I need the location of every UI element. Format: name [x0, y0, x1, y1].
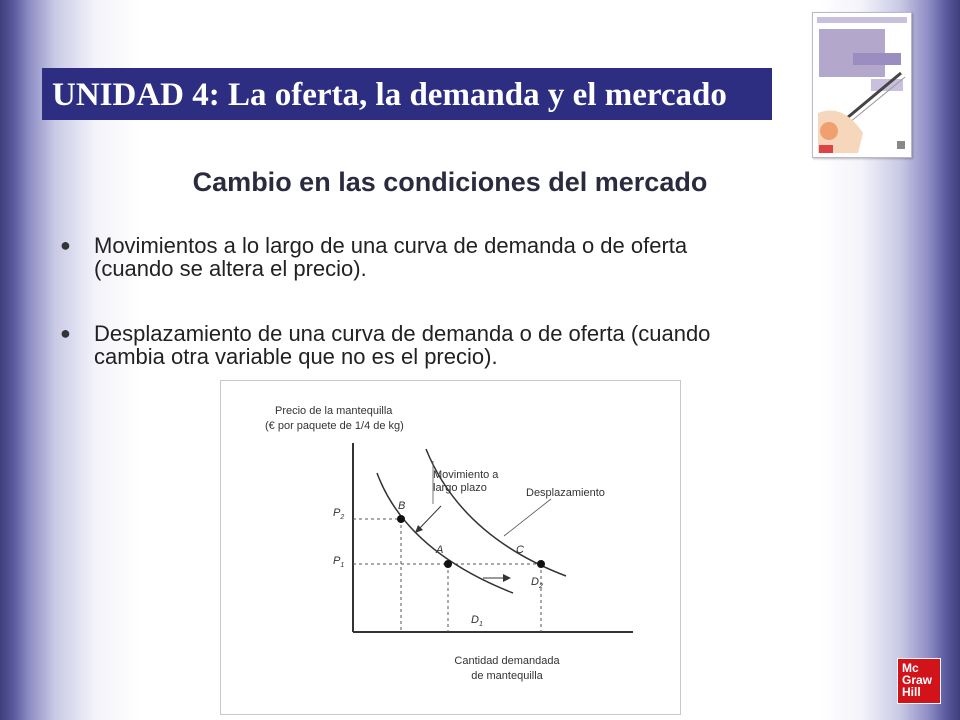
shift-arrowhead	[503, 574, 511, 582]
annotation-shift: Desplazamiento	[526, 487, 605, 499]
mcgraw-hill-logo	[897, 658, 941, 704]
logo-text: Mc	[902, 661, 919, 675]
x-axis-label: de mantequilla	[471, 670, 543, 682]
bullet-dot-icon: ●	[60, 323, 71, 343]
annotation-movement: largo plazo	[433, 482, 487, 494]
y-axis-label: Precio de la mantequilla	[275, 405, 393, 417]
shift-pointer	[504, 499, 551, 536]
d1-label: $D_1$	[471, 614, 483, 628]
d2-label: $D_2$	[531, 576, 543, 590]
bullet-line: cambia otra variable que no es el precio).	[94, 344, 498, 369]
bullet-line: (cuando se altera el precio).	[94, 256, 367, 281]
slide-title: UNIDAD 4: La oferta, la demanda y el mercado	[52, 77, 727, 113]
slide-subtitle: Cambio en las condiciones del mercado	[192, 167, 708, 197]
textbook-cover-image	[812, 12, 912, 158]
demand-diagram	[220, 380, 681, 715]
logo-text: Hill	[902, 685, 921, 699]
annotation-movement: Movimiento a	[433, 469, 499, 481]
point-a	[444, 560, 452, 568]
point-a-label: A	[436, 544, 444, 556]
point-b	[397, 515, 405, 523]
logo-text: Graw	[902, 673, 933, 687]
bullet-line: Movimientos a lo largo de una curva de demanda o de oferta	[94, 233, 688, 258]
p1-label: $P_1$	[333, 555, 345, 569]
point-b-label: B	[398, 500, 406, 512]
point-c	[537, 560, 545, 568]
point-c-label: C	[516, 544, 524, 556]
y-axis-label: (€ por paquete de 1/4 de kg)	[265, 420, 404, 432]
x-axis-label: Cantidad demandada	[454, 655, 560, 667]
bullet-line: Desplazamiento de una curva de demanda o de oferta (cuando	[94, 321, 711, 346]
p2-label: $P_2$	[333, 507, 345, 521]
movement-arrow	[417, 506, 441, 531]
bullet-dot-icon: ●	[60, 235, 71, 255]
